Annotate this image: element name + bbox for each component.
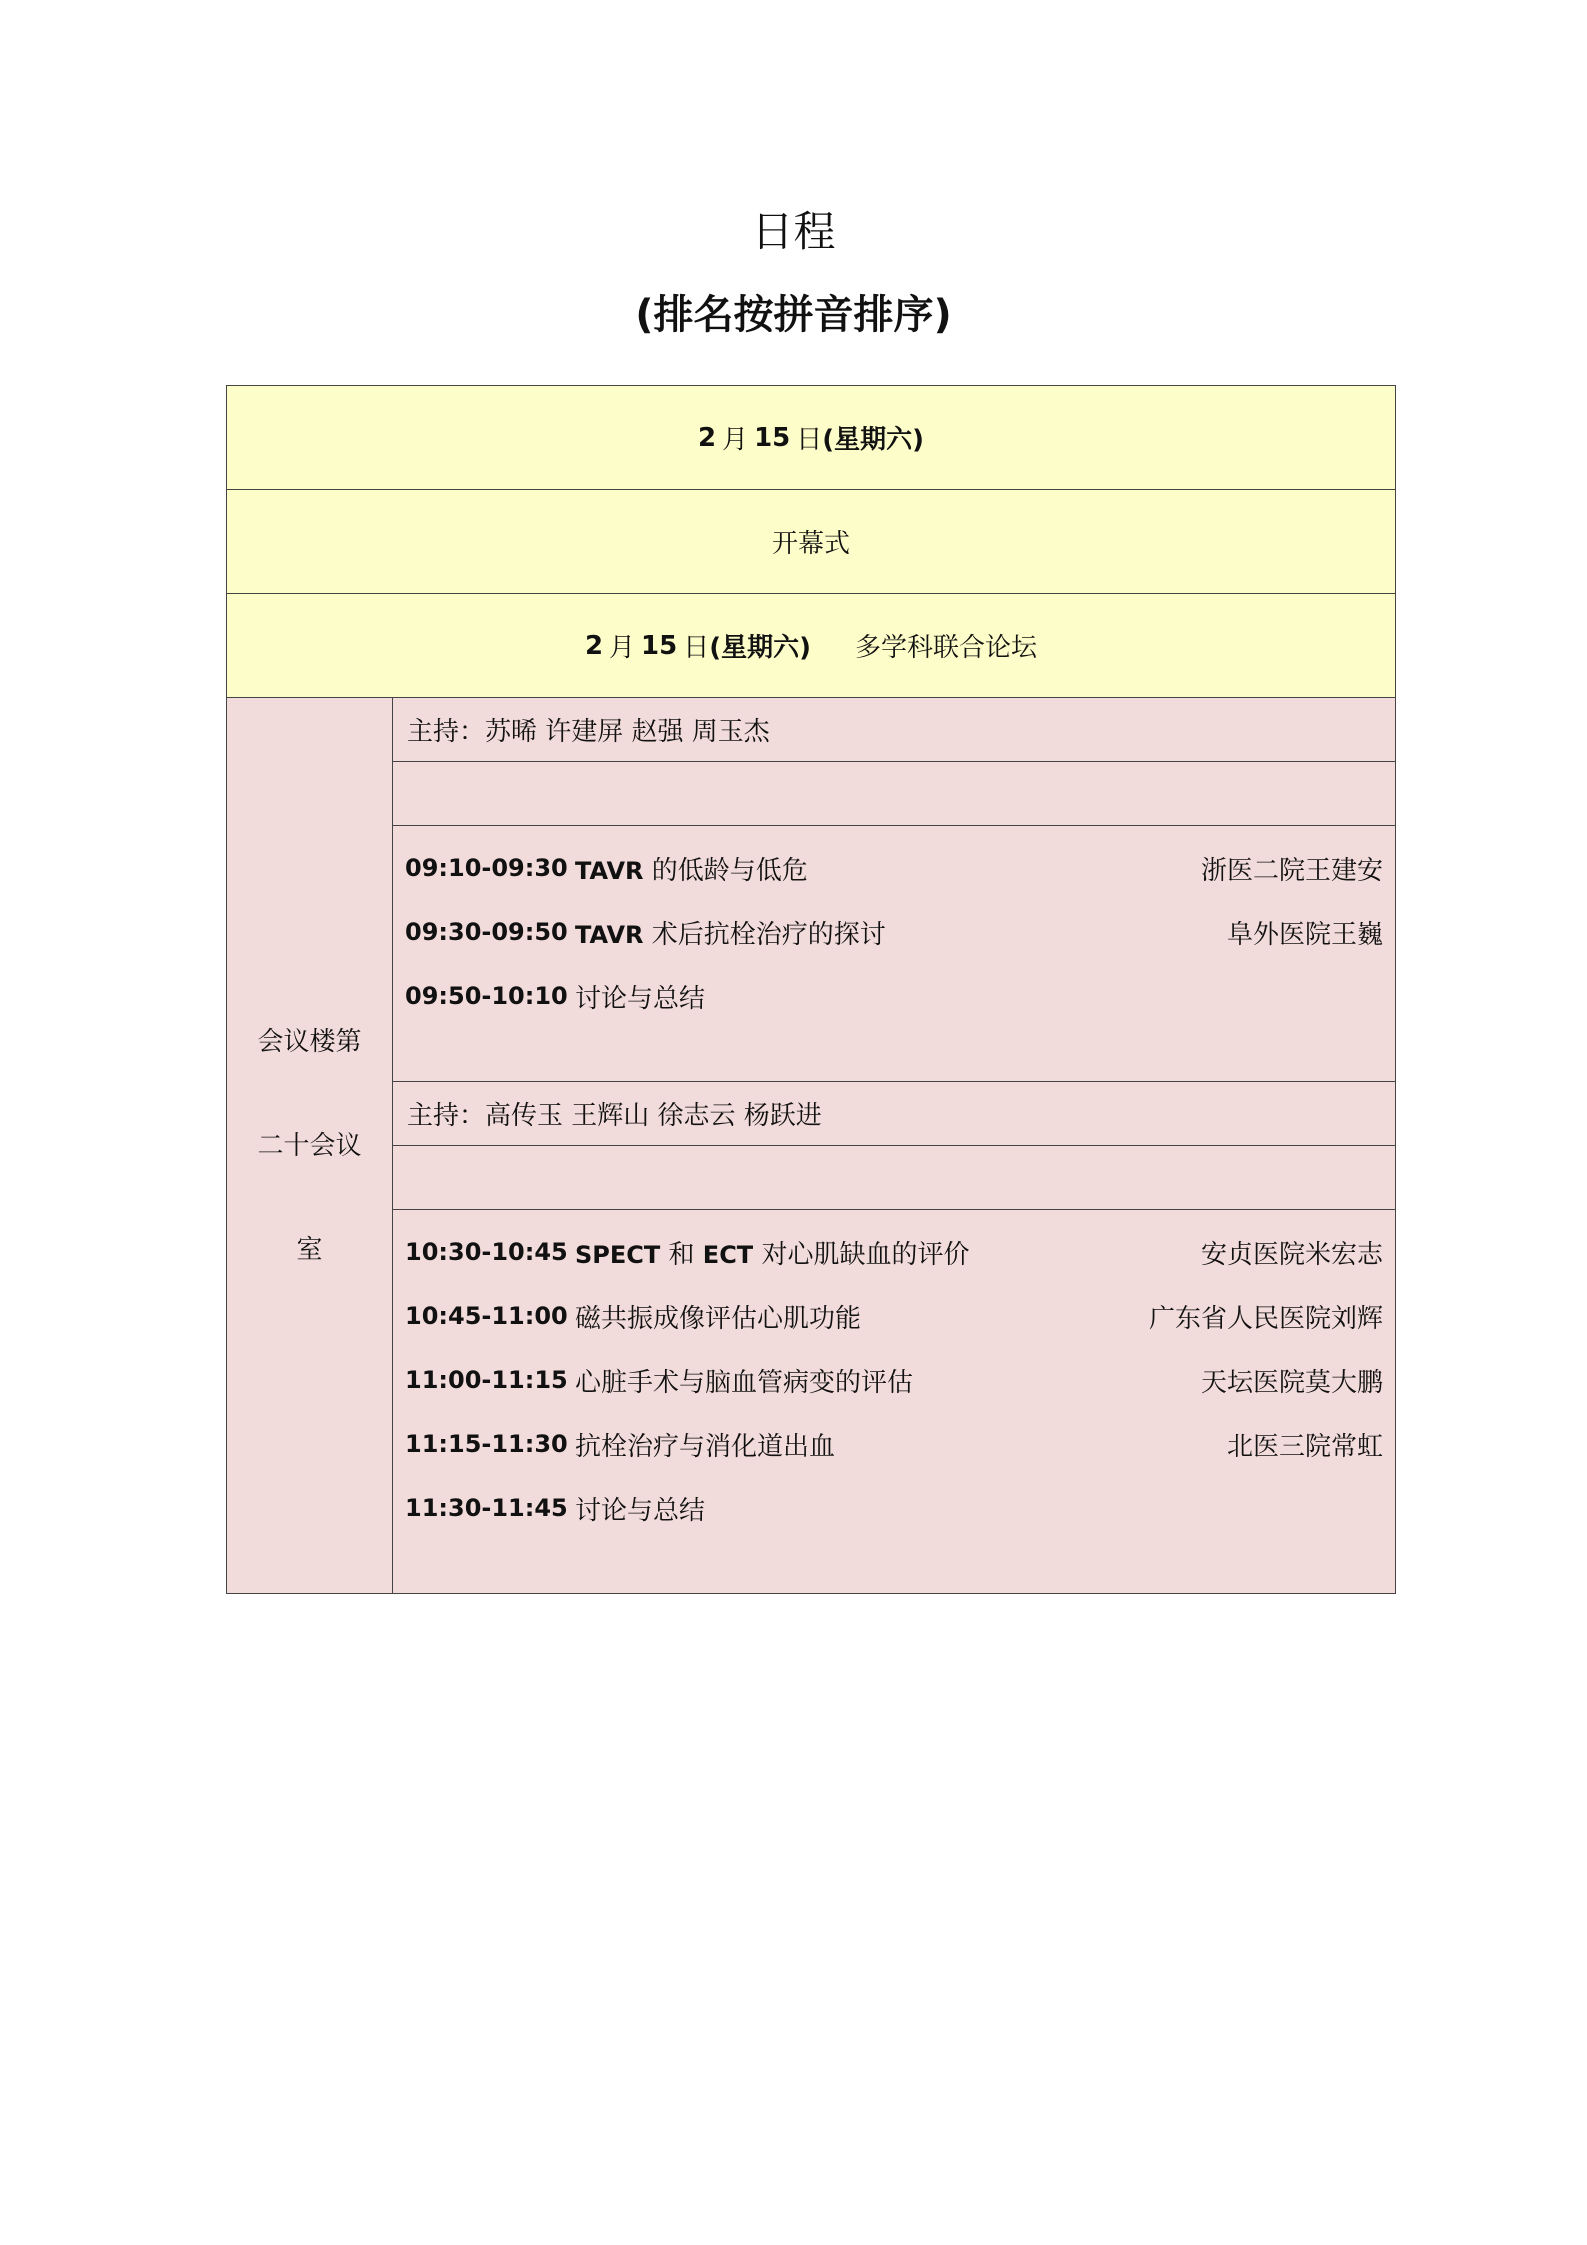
talk-time: 10:45-11:00: [405, 1302, 568, 1330]
date-day-num: 15: [754, 422, 791, 453]
opening-label: 开幕式: [771, 529, 850, 559]
talk-topic: SPECT 和 ECT 对心肌缺血的评价: [575, 1239, 970, 1270]
talk-topic: 讨论与总结: [575, 1495, 706, 1526]
talk-row: [393, 1284, 1395, 1348]
talk-time: 11:30-11:45: [405, 1494, 568, 1522]
talk-topic: 讨论与总结: [575, 983, 706, 1014]
talk-speaker: 北医三院常虹: [1226, 1431, 1383, 1462]
talk-speaker: 浙医二院王建安: [1200, 855, 1383, 886]
talk-topic: 磁共振成像评估心肌功能: [575, 1303, 862, 1334]
talk-row: [393, 1476, 1395, 1540]
talk-time: 11:15-11:30: [405, 1430, 568, 1458]
room-cell: [227, 698, 393, 1593]
date-month-char: 月: [722, 425, 749, 455]
session-block: [227, 698, 1395, 1593]
talk-speaker: 广东省人民医院刘辉: [1148, 1303, 1383, 1334]
talk-speaker: 天坛医院莫大鹏: [1200, 1367, 1383, 1398]
talk-topic: TAVR 的低龄与低危: [575, 855, 808, 886]
date-month-num: 2: [697, 422, 717, 453]
talk-row: [393, 1412, 1395, 1476]
room-line-2: 二十会议: [257, 1130, 362, 1161]
talk-topic: 抗栓治疗与消化道出血: [575, 1431, 836, 1462]
talk-time: 11:00-11:15: [405, 1366, 568, 1394]
forum-name: 多学科联合论坛: [855, 633, 1038, 663]
talk-row: [393, 1220, 1395, 1284]
talk-row: [393, 964, 1395, 1028]
talk-list-1: [393, 826, 1395, 1082]
date-day-char: 日: [796, 425, 823, 455]
talk-topic: 心脏手术与脑血管病变的评估: [575, 1367, 914, 1398]
forum-day-num: 15: [641, 630, 678, 661]
host-row-2: 主持：高传玉 王辉山 徐志云 杨跃进: [393, 1082, 1395, 1146]
page-subtitle: (排名按拼音排序): [635, 292, 952, 338]
room-line-1: 会议楼第: [257, 1026, 362, 1057]
opening-row: [227, 490, 1395, 594]
page-title: 日程: [751, 207, 836, 256]
talk-row: [393, 900, 1395, 964]
session-content: [393, 698, 1395, 1593]
talk-time: 09:10-09:30: [405, 854, 568, 882]
date-weekday: (星期六): [822, 425, 925, 455]
forum-row: [227, 594, 1395, 698]
talk-row: [393, 836, 1395, 900]
forum-month-num: 2: [584, 630, 604, 661]
talk-speaker: 阜外医院王巍: [1226, 919, 1383, 950]
empty-row-1: [393, 762, 1395, 826]
talk-speaker: 安贞医院米宏志: [1200, 1239, 1383, 1270]
talk-time: 09:30-09:50: [405, 918, 568, 946]
talk-time: 10:30-10:45: [405, 1238, 568, 1266]
forum-month-char: 月: [609, 633, 636, 663]
empty-row-2: [393, 1146, 1395, 1210]
date-header-row: [227, 386, 1395, 490]
schedule-table: [226, 385, 1396, 1594]
talk-topic: TAVR 术后抗栓治疗的探讨: [575, 919, 886, 950]
forum-day-char: 日: [683, 633, 710, 663]
host-row-1: 主持：苏晞 许建屏 赵强 周玉杰: [393, 698, 1395, 762]
forum-weekday: (星期六): [709, 633, 812, 663]
talk-time: 09:50-10:10: [405, 982, 568, 1010]
talk-list-2: [393, 1210, 1395, 1593]
room-line-3: 室: [296, 1234, 323, 1265]
talk-row: [393, 1348, 1395, 1412]
